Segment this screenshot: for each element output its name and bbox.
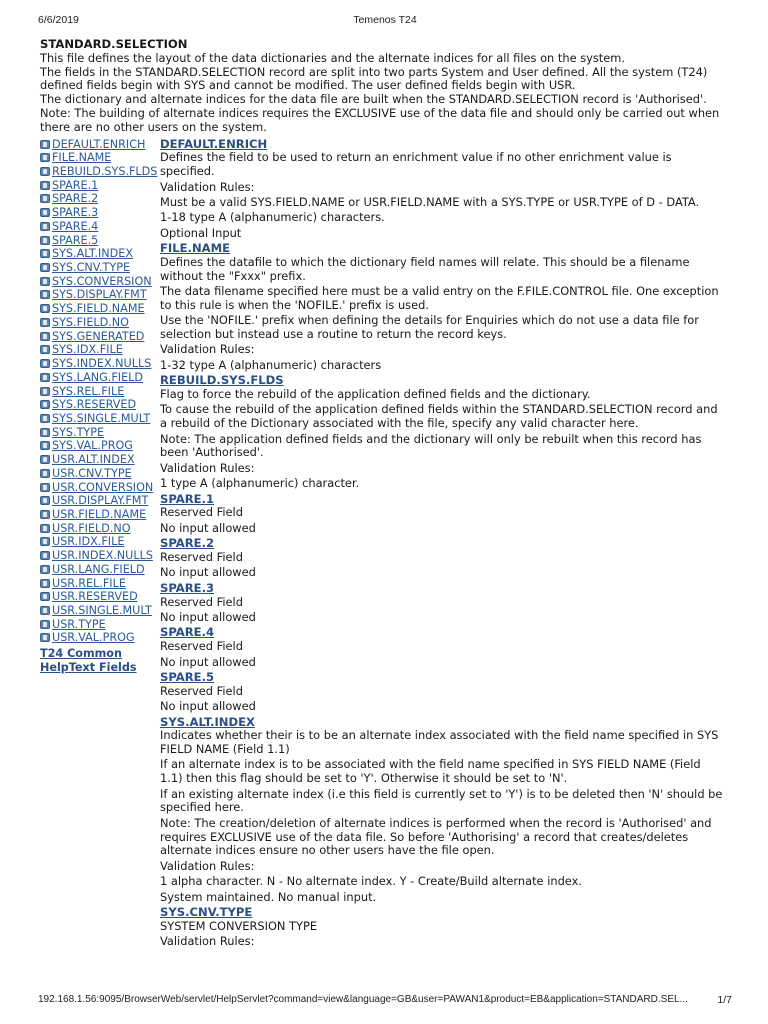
field-description-line: No input allowed xyxy=(160,565,256,580)
sidebar-item[interactable] xyxy=(40,439,158,453)
field-section xyxy=(160,626,726,669)
field-description-line: The data filename specified here must be a valid entry on the F.FILE.CONTROL file. One exception to this rule is when the 'NOFILE.' prefix is used. xyxy=(160,284,719,312)
field-link-icon xyxy=(40,153,50,162)
sidebar-item[interactable] xyxy=(40,522,158,536)
sidebar-item-link[interactable]: USR.TYPE xyxy=(52,617,106,631)
field-description-line: Validation Rules: xyxy=(160,934,255,949)
help-page-content xyxy=(40,38,726,951)
print-date: 6/6/2019 xyxy=(38,14,79,26)
sidebar-item[interactable] xyxy=(40,618,158,632)
print-url: 192.168.1.56:9095/BrowserWeb/servlet/HelpServlet?command=view&language=GB&user=PAWAN1&product=EB&application=STANDARD.SEL... xyxy=(38,994,688,1005)
sidebar-item[interactable] xyxy=(40,179,158,193)
sidebar-item[interactable] xyxy=(40,604,158,618)
field-link-icon xyxy=(40,606,50,615)
field-link-icon xyxy=(40,181,50,190)
sidebar-item[interactable] xyxy=(40,467,158,481)
field-title-anchor[interactable]: SYS.CNV.TYPE xyxy=(160,905,253,920)
sidebar-item-link[interactable]: USR.FIELD.NAME xyxy=(52,507,147,521)
field-link-icon xyxy=(40,236,50,245)
field-link-icon xyxy=(40,565,50,574)
field-link-icon xyxy=(40,222,50,231)
sidebar-item-link[interactable]: USR.IDX.FILE xyxy=(52,535,125,549)
sidebar-item-link[interactable]: SYS.GENERATED xyxy=(52,329,145,343)
sidebar-item-link[interactable]: USR.CONVERSION xyxy=(52,480,154,494)
t24-common-helptext-link[interactable] xyxy=(40,647,158,675)
sidebar-item[interactable] xyxy=(40,330,158,344)
sidebar-item[interactable] xyxy=(40,385,158,399)
sidebar-item-link[interactable]: FILE.NAME xyxy=(52,151,112,165)
field-title-anchor[interactable]: SPARE.3 xyxy=(160,580,215,595)
field-description-line: Indicates whether their is to be an alternate index associated with the field name specified in SYS FIELD NAME (Field 1.1) xyxy=(160,728,719,757)
field-description-line: Note: The creation/deletion of alternate indices is performed when the record is 'Authorised' and requires EXCLUSIVE use of the data file. So before 'Authorising' a record that creates/deletes alternate indices ensure no other users have the file open. xyxy=(160,815,712,858)
field-description-line: SYSTEM CONVERSION TYPE xyxy=(160,918,318,933)
field-description-line: 1 type A (alphanumeric) character. xyxy=(160,476,360,491)
sidebar-item-link[interactable]: SYS.DISPLAY.FMT xyxy=(52,288,147,302)
sidebar-item-link[interactable]: SPARE.4 xyxy=(52,219,99,233)
sidebar-item-link[interactable]: SPARE.1 xyxy=(52,178,99,192)
field-title-anchor[interactable]: SPARE.5 xyxy=(160,669,215,684)
field-link-icon xyxy=(40,359,50,368)
page-number: 1/7 xyxy=(717,994,732,1006)
sidebar-item-link[interactable]: USR.SINGLE.MULT xyxy=(52,604,152,618)
field-link-icon xyxy=(40,318,50,327)
field-title-anchor[interactable]: SYS.ALT.INDEX xyxy=(160,714,255,729)
sidebar-item-link[interactable]: SYS.FIELD.NAME xyxy=(52,302,145,316)
sidebar-item[interactable] xyxy=(40,371,158,385)
sidebar-item[interactable] xyxy=(40,453,158,467)
field-link-icon xyxy=(40,140,50,149)
field-link-icon xyxy=(40,263,50,272)
sidebar-item-link[interactable]: SPARE.5 xyxy=(52,233,99,247)
print-title: Temenos T24 xyxy=(353,14,417,26)
field-description-line: Defines the field to be used to return an enrichment value if no other enrichment value is specified. xyxy=(160,150,672,179)
field-link-icon xyxy=(40,483,50,492)
field-link-icon xyxy=(40,620,50,629)
sidebar-item[interactable] xyxy=(40,398,158,412)
intro-paragraph: The fields in the STANDARD.SELECTION record are split into two parts System and User defined. All the system (T24) defined fields begin with SYS and cannot be modified. The user defined fields begin with USR. xyxy=(40,64,708,93)
sidebar-item-link[interactable]: SYS.ALT.INDEX xyxy=(52,247,134,261)
field-description-line: If an existing alternate index (i.e this field is currently set to 'Y') is to be deleted then 'N' should be specified here. xyxy=(160,786,723,815)
document-title: STANDARD.SELECTION xyxy=(40,37,188,51)
field-link-icon xyxy=(40,592,50,601)
field-section xyxy=(160,138,726,241)
field-section xyxy=(160,582,726,625)
sidebar-item[interactable] xyxy=(40,426,158,440)
sidebar-item[interactable] xyxy=(40,151,158,165)
field-title-anchor[interactable]: SPARE.1 xyxy=(160,491,215,506)
help-layout xyxy=(40,138,726,949)
sidebar-item-link[interactable]: SYS.REL.FILE xyxy=(52,384,125,398)
field-section xyxy=(160,537,726,580)
sidebar-item-link[interactable]: USR.REL.FILE xyxy=(52,576,126,590)
field-link-icon xyxy=(40,551,50,560)
intro-paragraph: Note: The building of alternate indices requires the EXCLUSIVE use of the data file and should only be carried out when there are no other users on the system. xyxy=(40,105,720,134)
field-link-icon xyxy=(40,208,50,217)
sidebar-item[interactable] xyxy=(40,275,158,289)
field-description-line: System maintained. No manual input. xyxy=(160,889,377,904)
field-title-anchor[interactable]: FILE.NAME xyxy=(160,241,231,256)
sidebar-item-link[interactable]: DEFAULT.ENRICH xyxy=(52,137,146,151)
sidebar-item[interactable] xyxy=(40,343,158,357)
field-section xyxy=(160,906,726,949)
field-description-line: 1-32 type A (alphanumeric) characters xyxy=(160,357,382,372)
field-description-line: Defines the datafile to which the dictionary field names will relate. This should be a filename without the "Fxxx" prefix. xyxy=(160,254,690,283)
intro-paragraph: This file defines the layout of the data dictionaries and the alternate indices for all files on the system. xyxy=(40,50,625,65)
field-description-line: Reserved Field xyxy=(160,594,243,609)
sidebar-item-link[interactable]: SYS.VAL.PROG xyxy=(52,439,133,453)
field-description-line: Optional Input xyxy=(160,225,242,240)
field-link-icon xyxy=(40,537,50,546)
field-description-line: Reserved Field xyxy=(160,639,243,654)
field-title-anchor[interactable]: SPARE.4 xyxy=(160,625,215,640)
field-link-icon xyxy=(40,524,50,533)
sidebar-item-link[interactable]: USR.CNV.TYPE xyxy=(52,466,132,480)
sidebar-item[interactable] xyxy=(40,261,158,275)
sidebar-item[interactable] xyxy=(40,590,158,604)
field-link-icon xyxy=(40,373,50,382)
field-description-line: 1-18 type A (alphanumeric) characters. xyxy=(160,210,385,225)
sidebar-item-link[interactable]: SYS.TYPE xyxy=(52,425,105,439)
field-section xyxy=(160,242,726,373)
common-link-line: HelpText Fields xyxy=(40,661,137,675)
sidebar-item-link[interactable]: USR.RESERVED xyxy=(52,590,138,604)
field-description-line: Validation Rules: xyxy=(160,460,255,475)
field-title-anchor[interactable]: DEFAULT.ENRICH xyxy=(160,136,268,151)
field-description-line: 1 alpha character. N - No alternate index. Y - Create/Build alternate index. xyxy=(160,874,582,889)
field-link-icon xyxy=(40,579,50,588)
sidebar-item-link[interactable]: SYS.CONVERSION xyxy=(52,274,152,288)
sidebar-item-link[interactable]: REBUILD.SYS.FLDS xyxy=(52,165,158,179)
sidebar-item-link[interactable]: SPARE.3 xyxy=(52,206,99,220)
sidebar-item[interactable] xyxy=(40,206,158,220)
sidebar-item[interactable] xyxy=(40,563,158,577)
field-description-line: Use the 'NOFILE.' prefix when defining the details for Enquiries which do not use a data file for selection but instead use a routine to return the record keys. xyxy=(160,313,699,342)
sidebar-item-link[interactable]: SYS.FIELD.NO xyxy=(52,315,129,329)
field-section xyxy=(160,493,726,536)
field-link-icon xyxy=(40,249,50,258)
field-description-line: Must be a valid SYS.FIELD.NAME or USR.FIELD.NAME with a SYS.TYPE or USR.TYPE of D - DATA. xyxy=(160,194,700,209)
sidebar-item[interactable] xyxy=(40,234,158,248)
sidebar-item[interactable] xyxy=(40,535,158,549)
sidebar-item-link[interactable]: USR.INDEX.NULLS xyxy=(52,549,153,563)
sidebar-item-link[interactable]: USR.VAL.PROG xyxy=(52,631,135,645)
field-section xyxy=(160,671,726,714)
common-link-line: T24 Common xyxy=(40,647,122,661)
field-description-line: Reserved Field xyxy=(160,505,243,520)
intro-section xyxy=(40,52,726,135)
field-description-line: No input allowed xyxy=(160,654,256,669)
field-title-anchor[interactable]: REBUILD.SYS.FLDS xyxy=(160,373,284,388)
field-description-line: Validation Rules: xyxy=(160,858,255,873)
sidebar-item-link[interactable]: SYS.RESERVED xyxy=(52,398,137,412)
sidebar-item[interactable] xyxy=(40,549,158,563)
field-index-sidebar xyxy=(40,138,158,676)
field-link-icon xyxy=(40,332,50,341)
field-link-icon xyxy=(40,441,50,450)
sidebar-item[interactable] xyxy=(40,288,158,302)
field-descriptions xyxy=(160,138,726,949)
field-link-icon xyxy=(40,469,50,478)
field-description-line: Note: The application defined fields and the dictionary will only be rebuilt when this record has been 'Authorised'. xyxy=(160,431,702,460)
field-description-line: Reserved Field xyxy=(160,549,243,564)
field-description-line: No input allowed xyxy=(160,609,256,624)
sidebar-item[interactable] xyxy=(40,412,158,426)
field-description-line: Reserved Field xyxy=(160,683,243,698)
print-header xyxy=(38,14,732,28)
field-link-icon xyxy=(40,400,50,409)
field-description-line: Validation Rules: xyxy=(160,342,255,357)
sidebar-item-link[interactable]: SYS.CNV.TYPE xyxy=(52,261,131,275)
field-title-anchor[interactable]: SPARE.2 xyxy=(160,536,215,551)
field-link-icon xyxy=(40,496,50,505)
field-link-icon xyxy=(40,194,50,203)
sidebar-item[interactable] xyxy=(40,316,158,330)
sidebar-item[interactable] xyxy=(40,138,158,152)
field-link-icon xyxy=(40,633,50,642)
field-link-icon xyxy=(40,304,50,313)
sidebar-item[interactable] xyxy=(40,302,158,316)
field-link-icon xyxy=(40,290,50,299)
sidebar-item-link[interactable]: SYS.IDX.FILE xyxy=(52,343,123,357)
field-section xyxy=(160,716,726,905)
sidebar-item-link[interactable]: USR.LANG.FIELD xyxy=(52,562,145,576)
sidebar-item[interactable] xyxy=(40,494,158,508)
intro-paragraph: The dictionary and alternate indices for the data file are built when the STANDARD.SELECTION record is 'Authorised'. xyxy=(40,92,707,107)
print-footer xyxy=(38,994,732,1008)
sidebar-item-link[interactable]: USR.DISPLAY.FMT xyxy=(52,494,149,508)
field-description-line: Flag to force the rebuild of the application defined fields and the dictionary. xyxy=(160,387,591,402)
field-link-icon xyxy=(40,387,50,396)
sidebar-item[interactable] xyxy=(40,357,158,371)
sidebar-item-link[interactable]: USR.FIELD.NO xyxy=(52,521,131,535)
sidebar-item-link[interactable]: SYS.INDEX.NULLS xyxy=(52,357,152,371)
field-link-icon xyxy=(40,414,50,423)
sidebar-item-link[interactable]: SYS.LANG.FIELD xyxy=(52,370,143,384)
field-link-icon xyxy=(40,345,50,354)
sidebar-item[interactable] xyxy=(40,247,158,261)
sidebar-item-link[interactable]: USR.ALT.INDEX xyxy=(52,453,135,467)
field-description-line: No input allowed xyxy=(160,520,256,535)
field-link-icon xyxy=(40,428,50,437)
sidebar-item[interactable] xyxy=(40,220,158,234)
sidebar-item[interactable] xyxy=(40,481,158,495)
field-description-line: To cause the rebuild of the application defined fields within the STANDARD.SELECTION record and a rebuild of the Dictionary associated with the file, specify any valid character here. xyxy=(160,402,718,431)
field-description-line: No input allowed xyxy=(160,699,256,714)
field-link-icon xyxy=(40,455,50,464)
field-link-icon xyxy=(40,277,50,286)
field-link-icon xyxy=(40,510,50,519)
sidebar-item-link[interactable]: SYS.SINGLE.MULT xyxy=(52,411,151,425)
field-section xyxy=(160,374,726,491)
sidebar-item[interactable] xyxy=(40,165,158,179)
sidebar-item[interactable] xyxy=(40,192,158,206)
field-description-line: If an alternate index is to be associated with the field name specified in SYS FIELD NAME (Field 1.1) then this flag should be set to 'Y'. Otherwise it should be set to 'N'. xyxy=(160,757,701,786)
sidebar-item-link[interactable]: SPARE.2 xyxy=(52,192,99,206)
field-link-icon xyxy=(40,167,50,176)
sidebar-item[interactable] xyxy=(40,577,158,591)
sidebar-item[interactable] xyxy=(40,508,158,522)
field-description-line: Validation Rules: xyxy=(160,179,255,194)
sidebar-item[interactable] xyxy=(40,631,158,645)
